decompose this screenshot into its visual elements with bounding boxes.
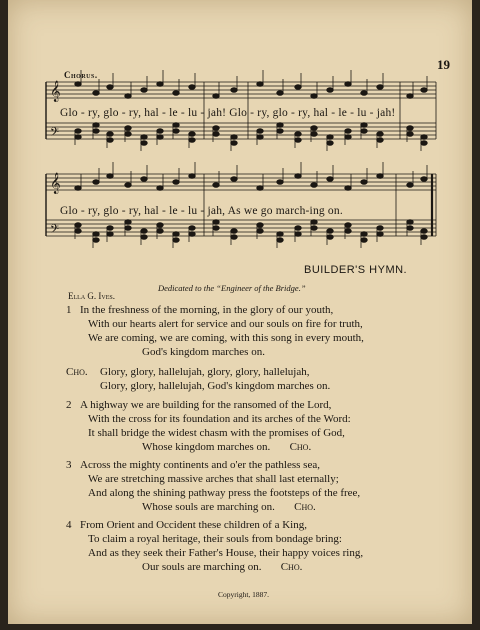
note-head: [407, 183, 413, 188]
note-head: [75, 82, 81, 87]
note-head: [295, 174, 301, 179]
note-head: [345, 129, 351, 134]
note-head: [327, 88, 333, 93]
note-head: [213, 132, 219, 137]
note-head: [361, 232, 367, 237]
note-head: [407, 132, 413, 137]
note-head: [377, 138, 383, 143]
note-head: [345, 229, 351, 234]
chorus-ref: Cho.: [289, 441, 312, 453]
stanza-number: 4: [66, 519, 72, 531]
stanza-line-text: Our souls are marching on.: [142, 561, 262, 573]
note-head: [377, 85, 383, 90]
note-head: [189, 85, 195, 90]
note-head: [327, 177, 333, 182]
stanza-line: To claim a royal heritage, their souls from bondage bring:: [88, 533, 342, 545]
note-head: [107, 85, 113, 90]
note-head: [345, 186, 351, 191]
note-head: [75, 186, 81, 191]
note-head: [295, 85, 301, 90]
note-head: [345, 223, 351, 228]
note-head: [257, 135, 263, 140]
note-head: [421, 229, 427, 234]
note-head: [107, 232, 113, 237]
stanza-line: We are stretching massive arches that shall last eternally;: [88, 473, 339, 485]
stanza-number: 3: [66, 459, 72, 471]
stanza-line: [142, 441, 311, 453]
note-head: [407, 220, 413, 225]
hymn-title: BUILDER'S HYMN.: [304, 264, 408, 276]
note-head: [277, 123, 283, 128]
note-head: [361, 91, 367, 96]
note-head: [421, 88, 427, 93]
stanza-number: 1: [66, 304, 72, 316]
note-head: [257, 223, 263, 228]
note-head: [327, 141, 333, 146]
note-head: [173, 232, 179, 237]
stanza-line: With the cross for its foundation and its arches of the Word:: [88, 413, 351, 425]
note-head: [141, 135, 147, 140]
note-head: [377, 174, 383, 179]
note-head: [327, 135, 333, 140]
note-head: [231, 135, 237, 140]
note-head: [125, 94, 131, 99]
note-head: [277, 180, 283, 185]
note-head: [327, 229, 333, 234]
stanza-line: And along the shining pathway press the footsteps of the free,: [88, 487, 361, 499]
note-head: [157, 129, 163, 134]
stanza-line: It shall bridge the widest chasm with the promises of God,: [88, 427, 345, 439]
note-head: [257, 229, 263, 234]
note-head: [311, 183, 317, 188]
note-head: [125, 220, 131, 225]
stanza-line: From Orient and Occident these children of a King,: [80, 519, 307, 531]
note-head: [257, 129, 263, 134]
note-head: [231, 229, 237, 234]
chorus-ref: Cho.: [294, 501, 316, 513]
page-number: 19: [437, 57, 450, 72]
note-head: [421, 177, 427, 182]
note-head: [361, 129, 367, 134]
stanza-line: And as they seek their Father's House, their happy voices ring,: [88, 547, 364, 559]
note-head: [75, 135, 81, 140]
note-head: [125, 126, 131, 131]
note-head: [157, 186, 163, 191]
note-head: [361, 238, 367, 243]
note-head: [377, 232, 383, 237]
note-head: [311, 132, 317, 137]
note-head: [231, 141, 237, 146]
note-head: [173, 238, 179, 243]
lyrics-system-2: Glo - ry, glo - ry, hal - le - lu - jah, As we go march-ing on.: [60, 205, 343, 217]
stanza-line-text: Whose kingdom marches on.: [142, 441, 271, 453]
note-head: [189, 138, 195, 143]
note-head: [141, 88, 147, 93]
note-head: [407, 126, 413, 131]
note-head: [75, 229, 81, 234]
note-head: [125, 226, 131, 231]
note-head: [311, 94, 317, 99]
note-head: [141, 235, 147, 240]
note-head: [277, 91, 283, 96]
note-head: [407, 94, 413, 99]
stanza-line: We are coming, we are coming, with this song in every mouth,: [88, 332, 364, 344]
stanza-line: [142, 561, 302, 573]
clef-glyph: 𝄢: [50, 223, 60, 239]
note-head: [311, 226, 317, 231]
note-head: [189, 226, 195, 231]
note-head: [213, 126, 219, 131]
note-head: [173, 180, 179, 185]
note-head: [107, 226, 113, 231]
note-head: [213, 183, 219, 188]
stanza-line: [142, 501, 316, 513]
note-head: [295, 232, 301, 237]
note-head: [295, 138, 301, 143]
note-head: [93, 91, 99, 96]
note-head: [213, 94, 219, 99]
note-head: [231, 177, 237, 182]
note-head: [421, 141, 427, 146]
note-head: [173, 123, 179, 128]
note-head: [257, 82, 263, 87]
note-head: [295, 226, 301, 231]
note-head: [277, 129, 283, 134]
note-head: [93, 180, 99, 185]
note-head: [345, 135, 351, 140]
note-head: [125, 183, 131, 188]
stanza-line: With our hearts alert for service and our souls on fire for truth,: [88, 318, 363, 330]
note-head: [75, 129, 81, 134]
dedication: Dedicated to the “Engineer of the Bridge.”: [158, 283, 306, 293]
note-head: [107, 132, 113, 137]
note-head: [93, 123, 99, 128]
note-head: [75, 223, 81, 228]
note-head: [345, 82, 351, 87]
chorus-ref: Cho.: [280, 561, 303, 573]
note-head: [107, 174, 113, 179]
clef-glyph: 𝄢: [50, 126, 60, 142]
note-head: [107, 138, 113, 143]
note-head: [311, 126, 317, 131]
note-head: [213, 226, 219, 231]
stanza-line: Across the mighty continents and o'er the pathless sea,: [80, 459, 320, 471]
stanza-line: A highway we are building for the ransomed of the Lord,: [80, 399, 332, 411]
note-head: [213, 220, 219, 225]
note-head: [407, 226, 413, 231]
note-head: [257, 186, 263, 191]
clef-glyph: 𝄞: [50, 173, 61, 194]
note-head: [361, 123, 367, 128]
note-head: [277, 238, 283, 243]
chorus-tag: Cho.: [66, 366, 88, 378]
note-head: [295, 132, 301, 137]
stanza-line: In the freshness of the morning, in the glory of our youth,: [80, 304, 334, 316]
note-head: [361, 180, 367, 185]
note-head: [157, 223, 163, 228]
chorus-line: Glory, glory, hallelujah, God's kingdom marches on.: [100, 380, 331, 392]
note-head: [141, 141, 147, 146]
note-head: [189, 174, 195, 179]
note-head: [421, 135, 427, 140]
stanza-line-text: Whose souls are marching on.: [142, 501, 275, 513]
note-head: [189, 132, 195, 137]
note-head: [173, 129, 179, 134]
author: Ella G. Ives.: [68, 291, 115, 301]
note-head: [421, 235, 427, 240]
note-head: [125, 132, 131, 137]
note-head: [173, 91, 179, 96]
note-head: [157, 82, 163, 87]
note-head: [377, 226, 383, 231]
note-head: [93, 232, 99, 237]
note-head: [93, 238, 99, 243]
note-head: [157, 135, 163, 140]
note-head: [189, 232, 195, 237]
clef-glyph: 𝄞: [50, 81, 61, 102]
hymnal-page: [8, 0, 472, 624]
stanza-number: 2: [66, 399, 72, 411]
note-head: [277, 232, 283, 237]
chorus-label: Chorus.: [64, 70, 98, 80]
note-head: [377, 132, 383, 137]
chorus-line: Glory, glory, hallelujah, glory, glory, hallelujah,: [100, 366, 310, 378]
lyrics-system-1: Glo - ry, glo - ry, hal - le - lu - jah! Glo - ry, glo - ry, hal - le - lu - jah!: [60, 107, 396, 119]
note-head: [93, 129, 99, 134]
note-head: [231, 235, 237, 240]
note-head: [141, 177, 147, 182]
music-score: [8, 0, 472, 260]
copyright: Copyright, 1887.: [218, 590, 270, 599]
note-head: [231, 88, 237, 93]
note-head: [157, 229, 163, 234]
stanza-line: God's kingdom marches on.: [142, 346, 265, 358]
note-head: [141, 229, 147, 234]
note-head: [311, 220, 317, 225]
note-head: [327, 235, 333, 240]
